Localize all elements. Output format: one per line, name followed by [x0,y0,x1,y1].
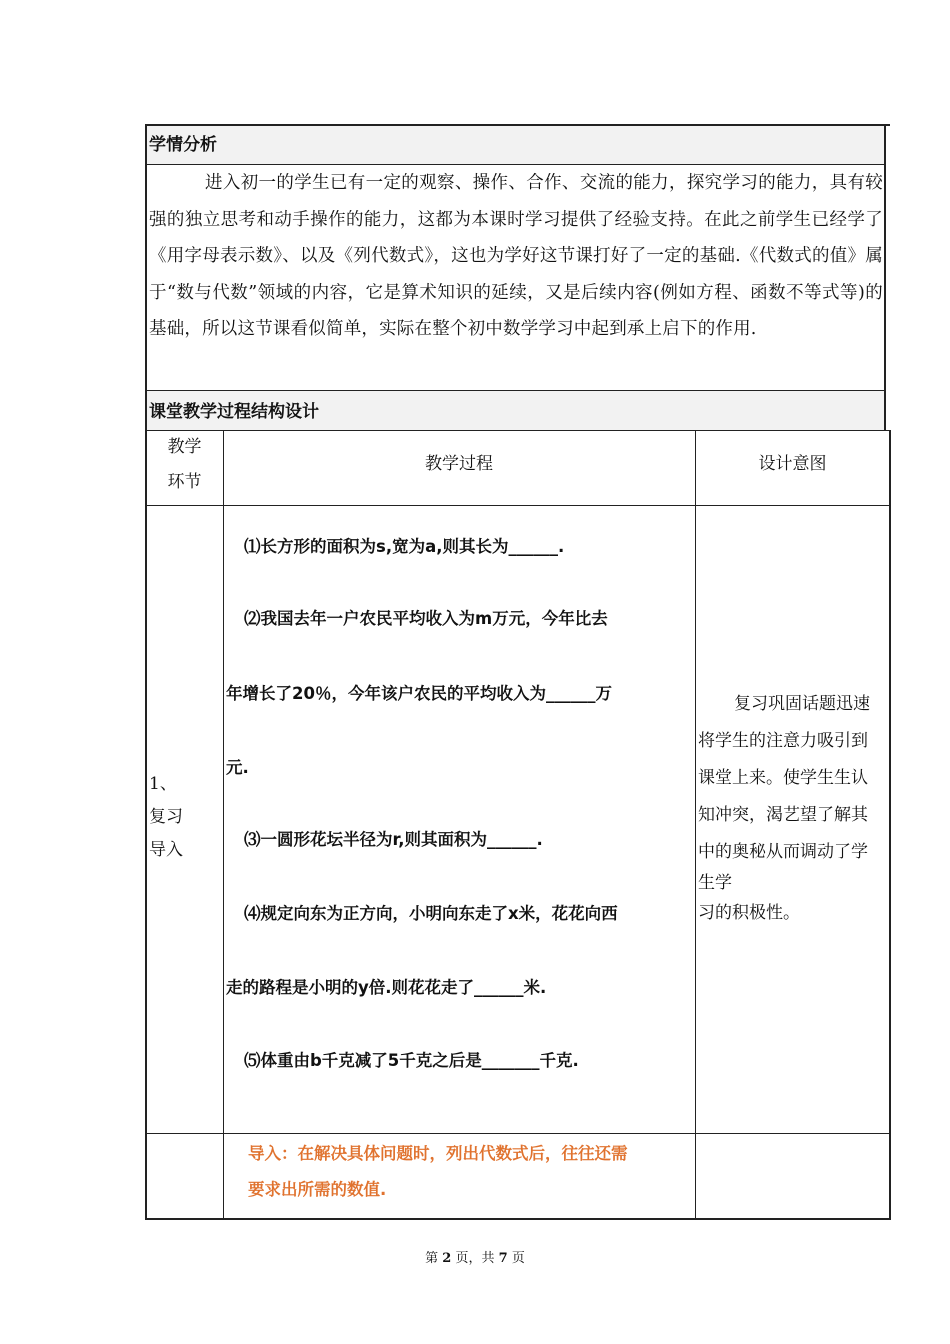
intent-line: 复习巩固话题迅速 [734,694,870,714]
header-process-text: 教学过程 [425,454,493,474]
rule-right-upper [884,124,886,431]
intent-line: 课堂上来。使学生生认 [698,768,868,788]
header-stage-line2: 环节 [167,472,202,492]
analysis-text: 进入初一的学生已有一定的观察、操作、合作、交流的能力，探究学习的能力，具有较强的独立思考和动手操作的能力，这都为本课时学习提供了经验支持。在此之前学生已经学了《用字母表示数》、以及《列代数式》，这也为学好这节课打好了一定的基础.《代数式的值》属于“数与代数”领域的内容，它是算术知识的延续，又是后续内容(例如方程、函数不等式等)的基础，所以这节课看似简单，实际在整个初中数学学习中起到承上启下的作用. [149,173,883,339]
intro-line: 导入：在解决具体问题时，列出代数式后，往往还需 [248,1144,628,1163]
rule-after-title2 [146,430,891,431]
question-5: ⑸体重由b千克减了5千克之后是_______千克. [244,1051,579,1070]
intent-line: 中的奥秘从而调动了学 [698,842,868,862]
section-title-text: 学情分析 [149,135,217,155]
row1-stage-line: 1、 [149,774,177,794]
footer-total: 7 [498,1251,508,1266]
rule-right-lower [889,430,891,1220]
rule-before-title2 [146,390,886,391]
header-stage [146,430,223,500]
section-title-xueqing [146,125,885,164]
header-process [223,447,695,482]
intent-line: 习的积极性。 [698,903,800,923]
intent-line: 知冲突，渴艺望了解其 [698,805,868,825]
row2-process [248,1136,694,1208]
footer-prefix: 第 [425,1251,439,1266]
header-stage-line1: 教学 [167,437,202,457]
footer-middle: 页，共 [455,1251,495,1266]
row1-stage-line: 导入 [149,840,183,860]
question-2-line3: 元. [226,758,249,777]
question-4-line1: ⑷规定向东为正方向，小明向东走了x米，花花向西 [244,904,618,923]
row1-stage [149,768,221,867]
question-3: ⑶一圆形花坛半径为r,则其面积为______. [244,830,543,849]
intent-line: 生学 [698,873,732,893]
intro-line: 要求出所需的数值. [248,1180,387,1199]
rule-after-row1 [146,1133,891,1134]
header-intent-text: 设计意图 [758,454,827,474]
row1-stage-line: 复习 [149,807,183,827]
question-2-line2: 年增长了20％，今年该户农民的平均收入为______万 [226,684,612,703]
rule-after-header [146,505,891,506]
rule-col1 [223,430,224,1219]
question-4-line2: 走的路程是小明的y倍.则花花走了______米. [226,978,547,997]
analysis-paragraph [149,165,883,348]
rule-bottom [146,1218,891,1220]
intent-line: 将学生的注意力吸引到 [698,731,868,751]
section-title-text: 课堂教学过程结构设计 [149,402,319,422]
page-footer [0,1247,950,1266]
row1-intent [698,686,890,932]
rule-top [146,124,890,126]
question-2-line1: ⑵我国去年一户农民平均收入为m万元，今年比去 [244,609,608,628]
rule-after-title1 [146,164,886,165]
rule-left [145,124,147,1220]
footer-suffix: 页 [511,1251,525,1266]
header-intent [695,447,890,482]
section-title-structure [146,391,885,430]
rule-col2 [695,430,696,1219]
footer-page: 2 [442,1251,452,1266]
question-1: ⑴长方形的面积为s,宽为a,则其长为______. [244,537,565,556]
